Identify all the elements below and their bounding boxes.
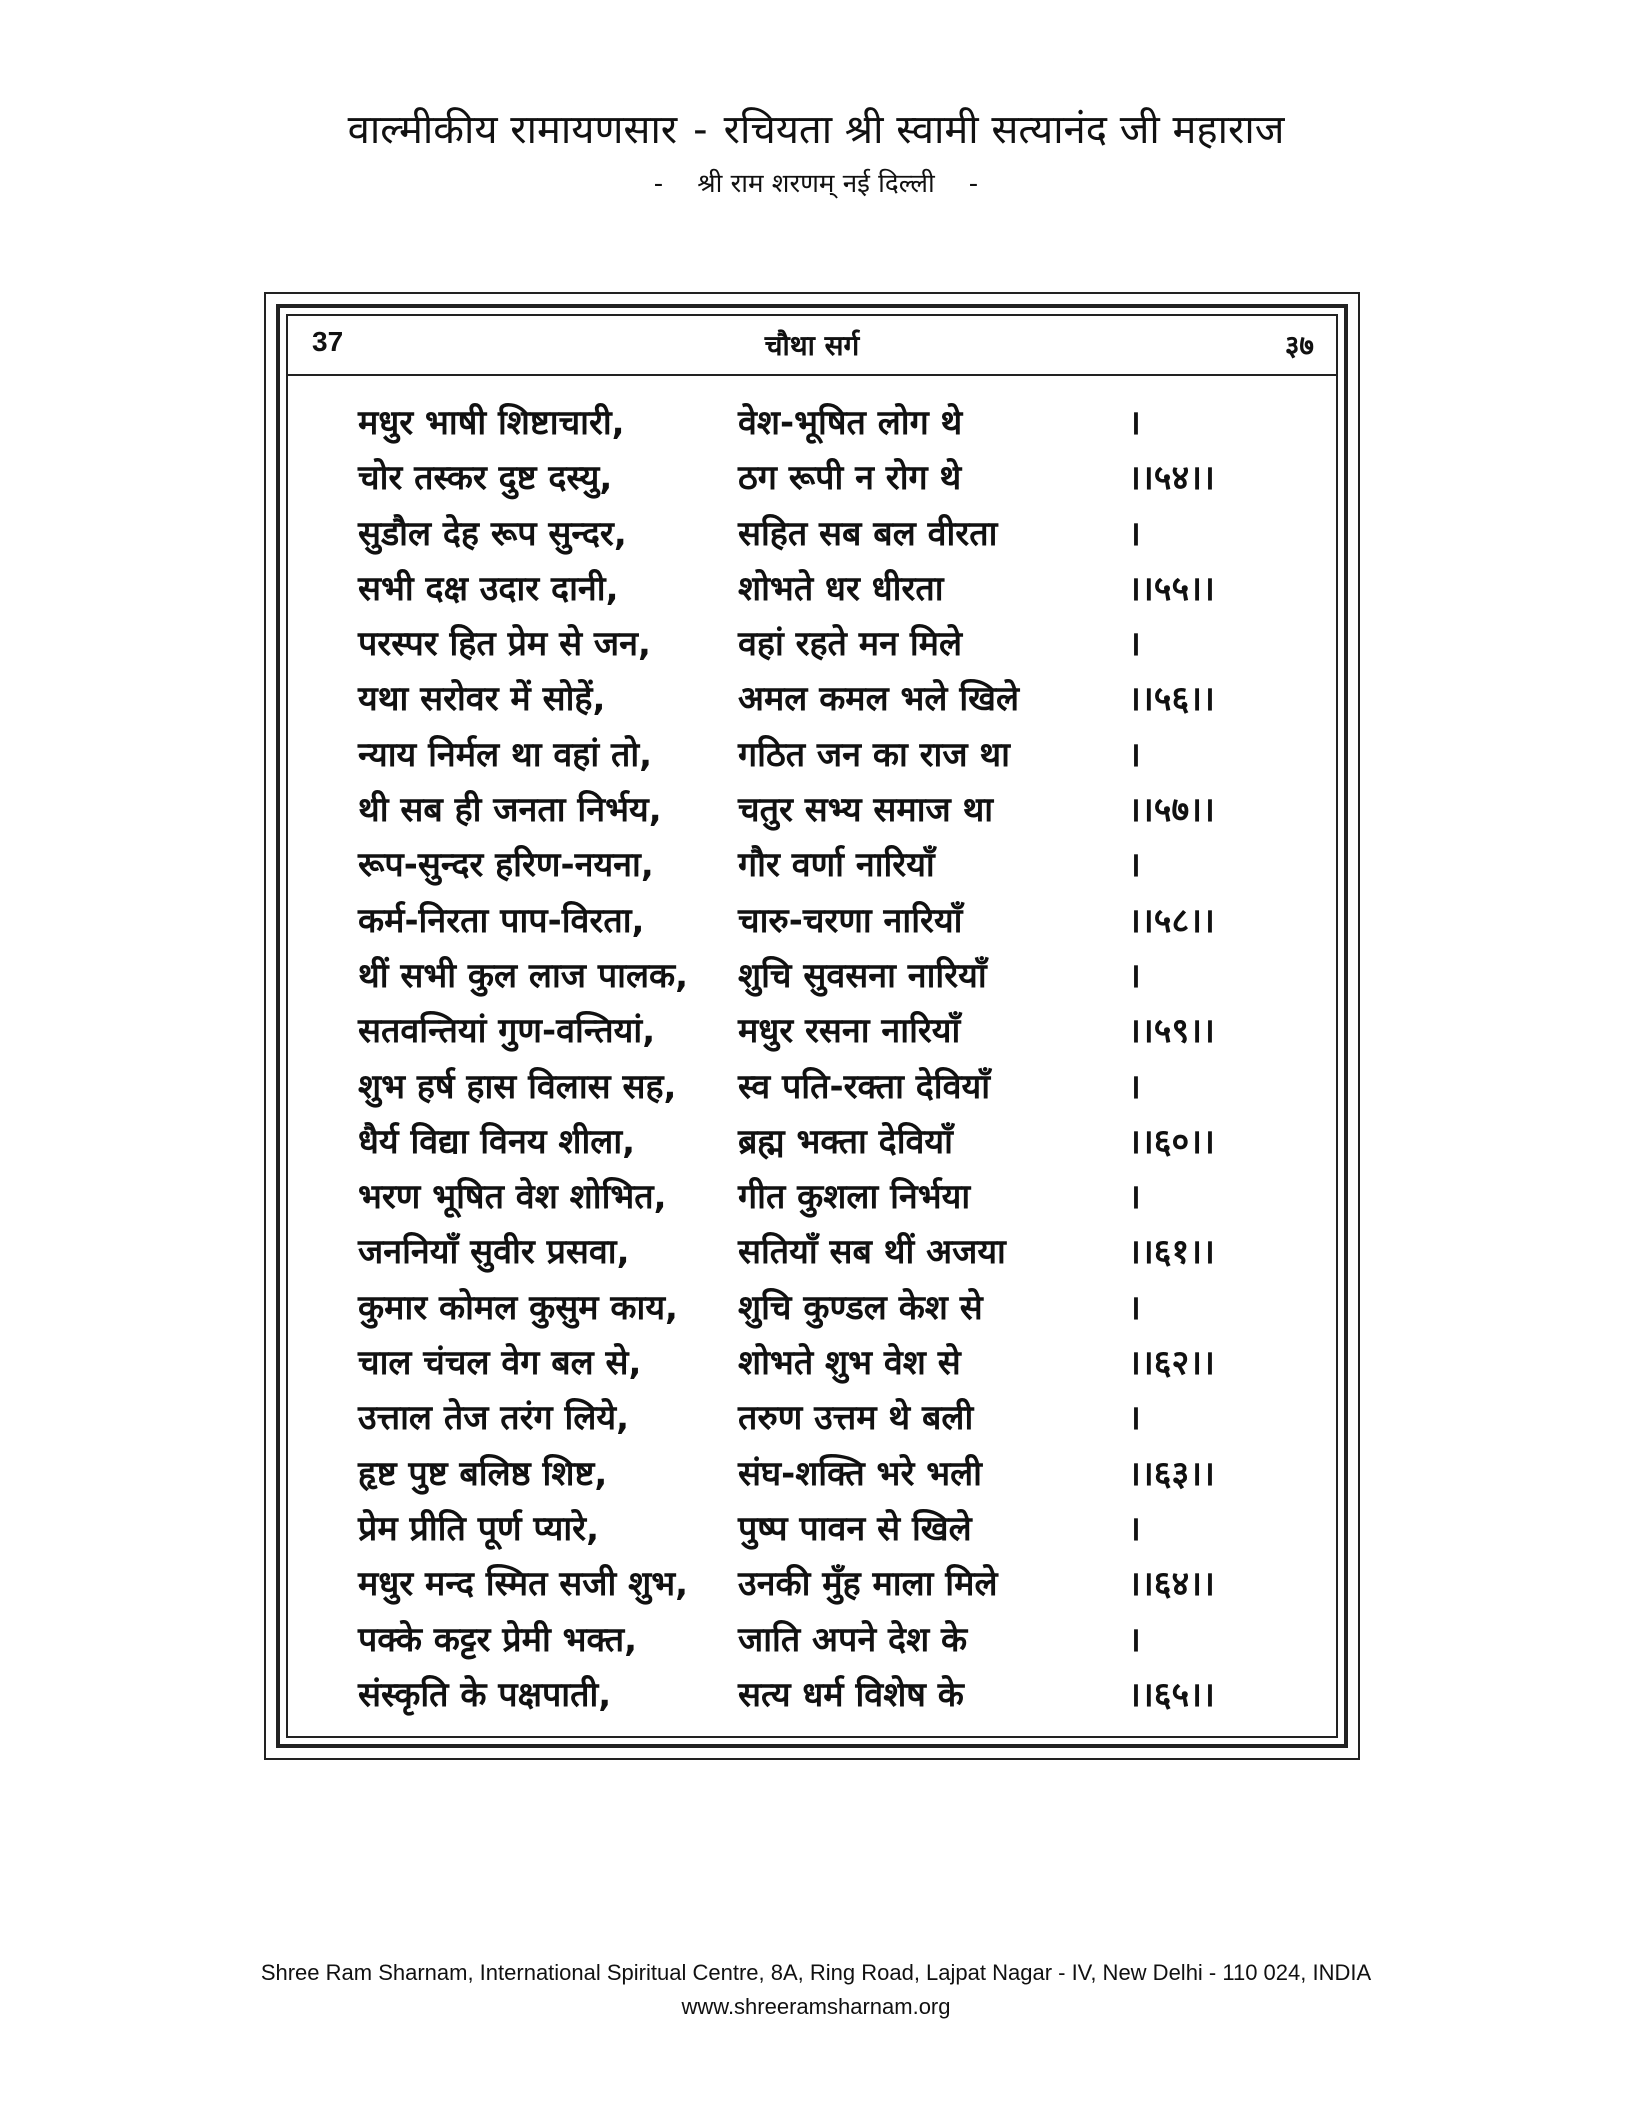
- verse-first-half: शुभ हर्ष हास विलास सह,: [358, 1066, 677, 1107]
- verse-first-half: सुडौल देह रूप सुन्दर,: [358, 513, 627, 554]
- verse-marker: ।: [1128, 734, 1141, 775]
- verse-second-half: चतुर सभ्य समाज था: [738, 790, 994, 831]
- page-number-arabic: 37: [312, 326, 344, 357]
- verse-line: [358, 560, 1298, 615]
- verse-line: [358, 1334, 1298, 1389]
- verse-second-half: शोभते धर धीरता: [738, 568, 944, 609]
- verse-marker: ।: [1128, 403, 1141, 443]
- verse-second-half: सत्य धर्म विशेष के: [738, 1674, 964, 1715]
- chapter-title: चौथा सर्ग: [764, 329, 860, 362]
- verse-first-half: मधुर भाषी शिष्टाचारी,: [358, 403, 625, 443]
- page-frame-content: [286, 314, 1338, 1738]
- verse-line: [358, 1279, 1298, 1334]
- verse-marker: ।।६०।।: [1128, 1121, 1215, 1162]
- verse-line: [358, 1223, 1298, 1278]
- verse-marker: ।।६५।।: [1128, 1674, 1215, 1715]
- verse-marker: ।: [1128, 513, 1141, 554]
- verse-marker: ।।६४।।: [1128, 1564, 1215, 1605]
- verse-marker: ।।६३।।: [1128, 1453, 1215, 1494]
- verse-marker: ।: [1128, 1398, 1141, 1439]
- verse-line: [358, 836, 1298, 891]
- verse-line: [358, 505, 1298, 560]
- verse-first-half: न्याय निर्मल था वहां तो,: [358, 734, 653, 775]
- publisher-line: श्री राम शरणम् नई दिल्ली: [697, 169, 935, 199]
- verse-first-half: रूप-सुन्दर हरिण-नयना,: [358, 845, 654, 886]
- subtitle-dash-left: -: [653, 169, 664, 199]
- verse-line: [358, 1168, 1298, 1223]
- verse-first-half: उत्ताल तेज तरंग लिये,: [358, 1398, 630, 1439]
- page-frame: [264, 292, 1360, 1760]
- verse-first-half: संस्कृति के पक्षपाती,: [358, 1674, 612, 1715]
- verse-second-half: ब्रह्म भक्ता देवियाँ: [738, 1121, 953, 1162]
- verse-first-half: कुमार कोमल कुसुम काय,: [358, 1287, 678, 1328]
- verse-line: [358, 1389, 1298, 1444]
- author-line: रचियता श्री स्वामी सत्यानंद जी महाराज: [723, 107, 1285, 153]
- verse-second-half: गौर वर्णा नारियाँ: [738, 845, 935, 886]
- verse-marker: ।: [1128, 1619, 1141, 1660]
- verse-second-half: तरुण उत्तम थे बली: [738, 1398, 974, 1439]
- verse-second-half: शुचि कुण्डल केश से: [738, 1287, 983, 1328]
- verse-first-half: थी सब ही जनता निर्भय,: [358, 790, 662, 831]
- verse-first-half: प्रेम प्रीति पूर्ण प्यारे,: [358, 1508, 600, 1549]
- verse-marker: ।।६२।।: [1128, 1343, 1215, 1384]
- document-title: [0, 100, 1632, 155]
- verse-second-half: उनकी मुँह माला मिले: [738, 1564, 998, 1605]
- verse-marker: ।।५७।।: [1128, 790, 1215, 831]
- verse-line: [358, 670, 1298, 725]
- verse-marker: ।: [1128, 1177, 1141, 1218]
- verse-first-half: हृष्ट पुष्ट बलिष्ठ शिष्ट,: [358, 1453, 608, 1494]
- verse-marker: ।: [1128, 624, 1141, 665]
- verse-line: [358, 892, 1298, 947]
- page-header-bar: [288, 316, 1336, 376]
- verse-second-half: सतियाँ सब थीं अजया: [738, 1232, 1006, 1273]
- verse-second-half: गठित जन का राज था: [738, 734, 1010, 775]
- verse-second-half: संघ-शक्ति भरे भली: [738, 1453, 982, 1494]
- verse-marker: ।: [1128, 1287, 1141, 1328]
- verse-line: [358, 449, 1298, 504]
- verse-marker: ।।५६।।: [1128, 679, 1215, 720]
- verse-marker: ।: [1128, 1508, 1141, 1549]
- verse-line: [358, 947, 1298, 1002]
- verse-line: [358, 1611, 1298, 1666]
- verse-second-half: गीत कुशला निर्भया: [738, 1177, 971, 1218]
- verse-first-half: मधुर मन्द स्मित सजी शुभ,: [358, 1564, 689, 1605]
- book-title: वाल्मीकीय रामायणसार: [347, 107, 678, 153]
- subtitle-dash-right: -: [968, 169, 979, 199]
- title-separator: -: [693, 107, 708, 153]
- verse-line: [358, 1500, 1298, 1555]
- verse-line: [358, 1555, 1298, 1610]
- verse-line: [358, 615, 1298, 670]
- verse-marker: ।।५५।।: [1128, 568, 1215, 609]
- verse-first-half: जननियाँ सुवीर प्रसवा,: [358, 1232, 630, 1273]
- verse-marker: ।।६१।।: [1128, 1232, 1215, 1273]
- verse-marker: ।: [1128, 955, 1141, 996]
- verse-second-half: अमल कमल भले खिले: [738, 679, 1019, 720]
- verse-first-half: भरण भूषित वेश शोभित,: [358, 1177, 667, 1218]
- verse-marker: ।: [1128, 1066, 1141, 1107]
- document-subtitle: [0, 164, 1632, 200]
- verse-first-half: कर्म-निरता पाप-विरता,: [358, 900, 645, 941]
- verse-first-half: चाल चंचल वेग बल से,: [358, 1343, 642, 1384]
- footer-address: Shree Ram Sharnam, International Spiritual Centre, 8A, Ring Road, Lajpat Nagar - IV, New Delhi - 110 024, INDIA: [260, 1960, 1372, 1985]
- verse-first-half: सभी दक्ष उदार दानी,: [358, 568, 619, 609]
- verse-second-half: सहित सब बल वीरता: [738, 513, 998, 554]
- verse-second-half: शुचि सुवसना नारियाँ: [738, 955, 987, 996]
- verse-second-half: ठग रूपी न रोग थे: [738, 458, 962, 499]
- verse-first-half: सतवन्तियां गुण-वन्तियां,: [358, 1011, 656, 1052]
- verse-second-half: पुष्प पावन से खिले: [738, 1508, 972, 1549]
- verse-marker: ।।५४।।: [1128, 458, 1215, 499]
- verse-first-half: थीं सभी कुल लाज पालक,: [358, 955, 689, 996]
- verse-second-half: वेश-भूषित लोग थे: [738, 403, 963, 443]
- verse-line: [358, 1445, 1298, 1500]
- verse-second-half: चारु-चरणा नारियाँ: [738, 900, 963, 941]
- verse-first-half: यथा सरोवर में सोहें,: [358, 679, 606, 720]
- verse-line: [358, 1058, 1298, 1113]
- verse-first-half: धैर्य विद्या विनय शीला,: [358, 1121, 636, 1162]
- verse-first-half: चोर तस्कर दुष्ट दस्यु,: [358, 458, 613, 499]
- verse-second-half: स्व पति-रक्ता देवियाँ: [738, 1066, 991, 1107]
- verse-list: [358, 394, 1298, 1721]
- footer-website: www.shreeramsharnam.org: [681, 1994, 951, 2019]
- verse-marker: ।: [1128, 845, 1141, 886]
- page-number-devanagari: ३७: [1284, 329, 1314, 362]
- verse-marker: ।।५९।।: [1128, 1011, 1215, 1052]
- verse-second-half: वहां रहते मन मिले: [738, 624, 963, 665]
- verse-second-half: शोभते शुभ वेश से: [738, 1343, 961, 1384]
- verse-line: [358, 1666, 1298, 1721]
- page-frame-inner: [276, 304, 1348, 1748]
- verse-first-half: परस्पर हित प्रेम से जन,: [358, 624, 651, 665]
- verse-line: [358, 726, 1298, 781]
- verse-first-half: पक्के कट्टर प्रेमी भक्त,: [358, 1619, 638, 1660]
- verse-marker: ।।५८।।: [1128, 900, 1215, 941]
- verse-second-half: जाति अपने देश के: [738, 1619, 968, 1660]
- verse-second-half: मधुर रसना नारियाँ: [738, 1011, 961, 1052]
- verse-line: [358, 394, 1298, 449]
- verse-line: [358, 781, 1298, 836]
- verse-line: [358, 1002, 1298, 1057]
- verse-line: [358, 1113, 1298, 1168]
